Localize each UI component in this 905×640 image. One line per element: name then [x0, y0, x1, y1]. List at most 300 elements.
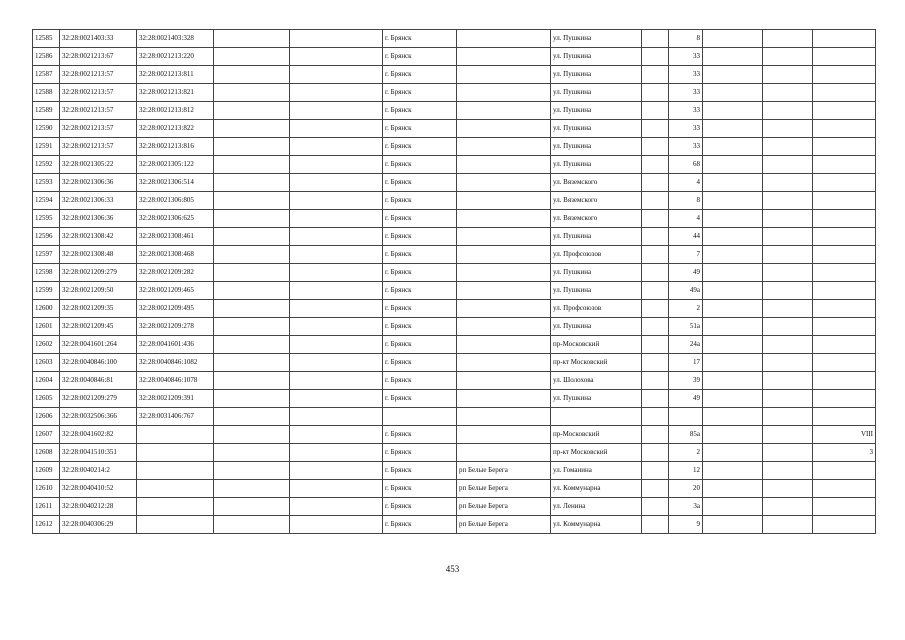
table-cell-c9	[642, 462, 669, 480]
table-cell-c9	[642, 66, 669, 84]
table-cell-c1: 12590	[33, 120, 60, 138]
table-cell-c5	[290, 210, 383, 228]
table-cell-c11	[703, 282, 763, 300]
table-cell-c12	[763, 390, 813, 408]
table-cell-c8: пр-кт Московский	[551, 354, 642, 372]
table-cell-c9	[642, 408, 669, 426]
table-cell-c4	[214, 102, 290, 120]
table-cell-c3: 32:28:0021305:122	[137, 156, 214, 174]
table-cell-c9	[642, 300, 669, 318]
table-cell-c3	[137, 516, 214, 534]
table-cell-c5	[290, 516, 383, 534]
table-cell-c3: 32:28:0021403:328	[137, 30, 214, 48]
table-cell-c11	[703, 444, 763, 462]
table-cell-c1: 12608	[33, 444, 60, 462]
table-cell-c8: ул. Пушкина	[551, 282, 642, 300]
table-cell-c6: г. Брянск	[383, 228, 457, 246]
table-cell-c9	[642, 516, 669, 534]
table-cell-c9	[642, 156, 669, 174]
table-cell-c4	[214, 246, 290, 264]
table-cell-c10: 51а	[669, 318, 703, 336]
table-cell-c6: г. Брянск	[383, 66, 457, 84]
table-cell-c7	[457, 426, 551, 444]
table-cell-c11	[703, 174, 763, 192]
table-cell-c5	[290, 66, 383, 84]
table-cell-c9	[642, 282, 669, 300]
table-cell-c1: 12605	[33, 390, 60, 408]
table-cell-c2: 32:28:0032506:366	[60, 408, 137, 426]
table-cell-c12	[763, 336, 813, 354]
table-cell-c10	[669, 408, 703, 426]
table-row	[33, 174, 876, 192]
table-cell-c2: 32:28:0041602:82	[60, 426, 137, 444]
table-cell-c6: г. Брянск	[383, 48, 457, 66]
table-cell-c8: ул. Пушкина	[551, 102, 642, 120]
table-cell-c5	[290, 264, 383, 282]
table-cell-c12	[763, 66, 813, 84]
table-cell-c11	[703, 516, 763, 534]
table-cell-c6: г. Брянск	[383, 300, 457, 318]
table-cell-c13	[813, 282, 876, 300]
table-cell-c2: 32:28:0021308:42	[60, 228, 137, 246]
table-cell-c7	[457, 210, 551, 228]
table-row	[33, 66, 876, 84]
table-cell-c12	[763, 300, 813, 318]
table-cell-c12	[763, 426, 813, 444]
table-cell-c8: ул. Ленина	[551, 498, 642, 516]
table-cell-c13	[813, 498, 876, 516]
table-cell-c10: 49	[669, 390, 703, 408]
table-cell-c7	[457, 318, 551, 336]
table-cell-c5	[290, 174, 383, 192]
table-cell-c8: пр-Московский	[551, 336, 642, 354]
table-cell-c13	[813, 390, 876, 408]
table-row	[33, 408, 876, 426]
table-cell-c3: 32:28:0021306:805	[137, 192, 214, 210]
table-cell-c13	[813, 192, 876, 210]
table-row	[33, 516, 876, 534]
table-cell-c13: VIII	[813, 426, 876, 444]
table-cell-c3: 32:28:0021306:514	[137, 174, 214, 192]
table-cell-c6: г. Брянск	[383, 138, 457, 156]
table-cell-c7	[457, 372, 551, 390]
page-number: 453	[445, 564, 460, 574]
table-cell-c3	[137, 426, 214, 444]
table-cell-c2: 32:28:0021403:33	[60, 30, 137, 48]
table-cell-c5	[290, 480, 383, 498]
table-cell-c11	[703, 372, 763, 390]
table-cell-c10: 8	[669, 30, 703, 48]
table-cell-c8: ул. Пушкина	[551, 66, 642, 84]
table-cell-c12	[763, 138, 813, 156]
table-cell-c2: 32:28:0040410:52	[60, 480, 137, 498]
table-cell-c8: ул. Пушкина	[551, 138, 642, 156]
table-row	[33, 228, 876, 246]
table-cell-c8: ул. Вяземского	[551, 210, 642, 228]
table-cell-c5	[290, 138, 383, 156]
table-cell-c6: г. Брянск	[383, 282, 457, 300]
table-cell-c7	[457, 390, 551, 408]
table-cell-c5	[290, 156, 383, 174]
table-cell-c12	[763, 48, 813, 66]
table-cell-c10: 20	[669, 480, 703, 498]
table-cell-c7	[457, 336, 551, 354]
table-cell-c9	[642, 318, 669, 336]
table-cell-c5	[290, 498, 383, 516]
table-cell-c13	[813, 354, 876, 372]
table-cell-c3: 32:28:0041601:436	[137, 336, 214, 354]
table-cell-c13	[813, 30, 876, 48]
table-cell-c12	[763, 120, 813, 138]
table-row	[33, 354, 876, 372]
table-cell-c3: 32:28:0021213:821	[137, 84, 214, 102]
table-cell-c9	[642, 210, 669, 228]
table-cell-c9	[642, 48, 669, 66]
table-cell-c5	[290, 390, 383, 408]
table-cell-c8: ул. Пушкина	[551, 390, 642, 408]
table-cell-c7	[457, 84, 551, 102]
table-cell-c13	[813, 462, 876, 480]
table-cell-c13	[813, 102, 876, 120]
table-cell-c6: г. Брянск	[383, 480, 457, 498]
table-cell-c6: г. Брянск	[383, 390, 457, 408]
table-cell-c4	[214, 156, 290, 174]
table-row	[33, 318, 876, 336]
table-cell-c12	[763, 156, 813, 174]
table-cell-c1: 12591	[33, 138, 60, 156]
table-cell-c5	[290, 372, 383, 390]
table-cell-c3: 32:28:0021209:278	[137, 318, 214, 336]
table-cell-c11	[703, 84, 763, 102]
table-cell-c10: 33	[669, 66, 703, 84]
table-row	[33, 120, 876, 138]
table-cell-c4	[214, 390, 290, 408]
table-cell-c9	[642, 84, 669, 102]
table-cell-c8: ул. Пушкина	[551, 30, 642, 48]
table-cell-c9	[642, 192, 669, 210]
table-cell-c13	[813, 66, 876, 84]
table-cell-c8: ул. Профсоюзов	[551, 246, 642, 264]
table-cell-c1: 12596	[33, 228, 60, 246]
table-cell-c3: 32:28:0021209:465	[137, 282, 214, 300]
table-cell-c6: г. Брянск	[383, 174, 457, 192]
table-cell-c4	[214, 426, 290, 444]
table-cell-c1: 12592	[33, 156, 60, 174]
table-cell-c3: 32:28:0021209:391	[137, 390, 214, 408]
table-cell-c12	[763, 354, 813, 372]
table-cell-c2: 32:28:0040212:28	[60, 498, 137, 516]
table-cell-c9	[642, 354, 669, 372]
table-cell-c10: 33	[669, 48, 703, 66]
table-cell-c11	[703, 318, 763, 336]
table-row	[33, 84, 876, 102]
table-cell-c8: ул. Гоманина	[551, 462, 642, 480]
table-cell-c5	[290, 282, 383, 300]
table-cell-c10: 33	[669, 84, 703, 102]
table-cell-c3: 32:28:0040846:1078	[137, 372, 214, 390]
table-cell-c5	[290, 336, 383, 354]
table-cell-c7: рп Белые Берега	[457, 516, 551, 534]
table-cell-c8: ул. Пушкина	[551, 84, 642, 102]
table-cell-c9	[642, 174, 669, 192]
table-body	[33, 30, 876, 534]
table-cell-c7	[457, 282, 551, 300]
table-cell-c11	[703, 408, 763, 426]
table-cell-c2: 32:28:0021213:57	[60, 138, 137, 156]
table-cell-c7	[457, 264, 551, 282]
table-cell-c10: 2	[669, 444, 703, 462]
table-cell-c9	[642, 120, 669, 138]
table-cell-c4	[214, 480, 290, 498]
table-cell-c5	[290, 354, 383, 372]
table-cell-c6: г. Брянск	[383, 318, 457, 336]
table-cell-c8: ул. Пушкина	[551, 318, 642, 336]
table-cell-c11	[703, 480, 763, 498]
table-cell-c5	[290, 84, 383, 102]
table-cell-c7	[457, 408, 551, 426]
table-cell-c8: ул. Коммунарна	[551, 480, 642, 498]
table-row	[33, 372, 876, 390]
table-cell-c1: 12595	[33, 210, 60, 228]
table-cell-c4	[214, 318, 290, 336]
table-cell-c10: 4	[669, 210, 703, 228]
table-cell-c8: ул. Вяземского	[551, 174, 642, 192]
table-cell-c13	[813, 246, 876, 264]
table-cell-c13	[813, 156, 876, 174]
table-cell-c3: 32:28:0021209:282	[137, 264, 214, 282]
table-cell-c12	[763, 174, 813, 192]
table-cell-c13	[813, 300, 876, 318]
table-cell-c6: г. Брянск	[383, 336, 457, 354]
table-cell-c12	[763, 462, 813, 480]
table-cell-c2: 32:28:0021213:57	[60, 66, 137, 84]
table-cell-c11	[703, 102, 763, 120]
table-cell-c9	[642, 390, 669, 408]
table-cell-c12	[763, 408, 813, 426]
table-cell-c13	[813, 480, 876, 498]
table-cell-c7	[457, 444, 551, 462]
table-cell-c8: ул. Пушкина	[551, 228, 642, 246]
table-cell-c10: 33	[669, 138, 703, 156]
table-cell-c1: 12585	[33, 30, 60, 48]
table-cell-c5	[290, 120, 383, 138]
table-cell-c13	[813, 210, 876, 228]
table-cell-c11	[703, 264, 763, 282]
table-cell-c7	[457, 354, 551, 372]
table-cell-c6: г. Брянск	[383, 354, 457, 372]
table-cell-c4	[214, 516, 290, 534]
table-cell-c3	[137, 444, 214, 462]
table-cell-c12	[763, 516, 813, 534]
table-cell-c10: 8	[669, 192, 703, 210]
table-row	[33, 264, 876, 282]
table-cell-c1: 12606	[33, 408, 60, 426]
table-cell-c3: 32:28:0021213:220	[137, 48, 214, 66]
table-row	[33, 48, 876, 66]
table-row	[33, 246, 876, 264]
table-cell-c1: 12600	[33, 300, 60, 318]
table-cell-c4	[214, 336, 290, 354]
table-cell-c1: 12587	[33, 66, 60, 84]
table-cell-c6	[383, 408, 457, 426]
table-cell-c7	[457, 156, 551, 174]
table-cell-c11	[703, 498, 763, 516]
table-cell-c13	[813, 372, 876, 390]
table-row	[33, 444, 876, 462]
table-cell-c11	[703, 300, 763, 318]
table-cell-c2: 32:28:0040214:2	[60, 462, 137, 480]
table-cell-c12	[763, 210, 813, 228]
table-cell-c4	[214, 30, 290, 48]
table-cell-c2: 32:28:0021209:279	[60, 264, 137, 282]
table-cell-c1: 12593	[33, 174, 60, 192]
table-row	[33, 192, 876, 210]
table-cell-c12	[763, 372, 813, 390]
table-cell-c3: 32:28:0021308:461	[137, 228, 214, 246]
table-cell-c9	[642, 336, 669, 354]
table-cell-c2: 32:28:0041601:264	[60, 336, 137, 354]
table-cell-c5	[290, 444, 383, 462]
table-cell-c10: 39	[669, 372, 703, 390]
table-cell-c2: 32:28:0021209:45	[60, 318, 137, 336]
table-cell-c4	[214, 192, 290, 210]
table-row	[33, 498, 876, 516]
table-cell-c11	[703, 354, 763, 372]
table-cell-c3: 32:28:0021306:625	[137, 210, 214, 228]
table-cell-c8: ул. Коммунарна	[551, 516, 642, 534]
table-cell-c11	[703, 120, 763, 138]
table-cell-c9	[642, 102, 669, 120]
table-row	[33, 390, 876, 408]
table-cell-c3	[137, 480, 214, 498]
table-cell-c13	[813, 318, 876, 336]
table-cell-c13	[813, 516, 876, 534]
table-cell-c5	[290, 48, 383, 66]
table-cell-c10: 24а	[669, 336, 703, 354]
table-cell-c2: 32:28:0021306:33	[60, 192, 137, 210]
table-row	[33, 336, 876, 354]
table-cell-c9	[642, 444, 669, 462]
table-cell-c12	[763, 102, 813, 120]
table-cell-c8	[551, 408, 642, 426]
table-cell-c13	[813, 336, 876, 354]
table-cell-c4	[214, 354, 290, 372]
table-cell-c11	[703, 246, 763, 264]
table-cell-c12	[763, 498, 813, 516]
table-row	[33, 282, 876, 300]
table-cell-c5	[290, 246, 383, 264]
table-row	[33, 156, 876, 174]
table-cell-c3: 32:28:0021213:811	[137, 66, 214, 84]
table-cell-c11	[703, 336, 763, 354]
table-cell-c4	[214, 48, 290, 66]
table-cell-c4	[214, 264, 290, 282]
table-cell-c9	[642, 138, 669, 156]
table-cell-c2: 32:28:0041510:351	[60, 444, 137, 462]
table-cell-c12	[763, 228, 813, 246]
table-cell-c4	[214, 444, 290, 462]
table-cell-c4	[214, 408, 290, 426]
table-cell-c7	[457, 228, 551, 246]
table-cell-c3: 32:28:0040846:1082	[137, 354, 214, 372]
table-cell-c4	[214, 84, 290, 102]
table-cell-c6: г. Брянск	[383, 372, 457, 390]
table-cell-c5	[290, 318, 383, 336]
table-cell-c4	[214, 210, 290, 228]
table-cell-c1: 12597	[33, 246, 60, 264]
table-cell-c5	[290, 300, 383, 318]
table-cell-c2: 32:28:0021209:35	[60, 300, 137, 318]
table-cell-c6: г. Брянск	[383, 210, 457, 228]
table-cell-c13	[813, 408, 876, 426]
table-cell-c11	[703, 228, 763, 246]
table-row	[33, 102, 876, 120]
table-cell-c7	[457, 66, 551, 84]
table-cell-c6: г. Брянск	[383, 84, 457, 102]
register-table	[32, 29, 876, 534]
table-cell-c4	[214, 462, 290, 480]
table-cell-c2: 32:28:0021213:57	[60, 102, 137, 120]
table-cell-c1: 12598	[33, 264, 60, 282]
table-cell-c3: 32:28:0021308:468	[137, 246, 214, 264]
table-cell-c12	[763, 246, 813, 264]
table-cell-c7	[457, 174, 551, 192]
table-cell-c2: 32:28:0021213:57	[60, 84, 137, 102]
table-cell-c9	[642, 426, 669, 444]
table-cell-c7: рп Белые Берега	[457, 498, 551, 516]
table-row	[33, 480, 876, 498]
table-cell-c9	[642, 372, 669, 390]
table-cell-c12	[763, 84, 813, 102]
table-cell-c8: пр-Московский	[551, 426, 642, 444]
table-cell-c13	[813, 84, 876, 102]
table-cell-c12	[763, 282, 813, 300]
table-cell-c11	[703, 30, 763, 48]
table-cell-c6: г. Брянск	[383, 30, 457, 48]
table-cell-c10: 49а	[669, 282, 703, 300]
table-cell-c3	[137, 498, 214, 516]
table-cell-c10: 49	[669, 264, 703, 282]
table-cell-c13	[813, 264, 876, 282]
table-cell-c9	[642, 228, 669, 246]
table-cell-c8: ул. Профсоюзов	[551, 300, 642, 318]
table-cell-c4	[214, 300, 290, 318]
table-cell-c11	[703, 426, 763, 444]
table-cell-c12	[763, 264, 813, 282]
table-cell-c11	[703, 48, 763, 66]
table-cell-c7	[457, 138, 551, 156]
table-cell-c13	[813, 228, 876, 246]
table-cell-c6: г. Брянск	[383, 444, 457, 462]
table-row	[33, 462, 876, 480]
table-cell-c8: ул. Шолохова	[551, 372, 642, 390]
table-cell-c10: 9	[669, 516, 703, 534]
table-row	[33, 300, 876, 318]
table-cell-c3: 32:28:0021209:495	[137, 300, 214, 318]
table-cell-c7	[457, 246, 551, 264]
table-cell-c7	[457, 120, 551, 138]
table-cell-c4	[214, 228, 290, 246]
table-cell-c1: 12603	[33, 354, 60, 372]
table-cell-c1: 12611	[33, 498, 60, 516]
table-cell-c8: ул. Пушкина	[551, 48, 642, 66]
table-cell-c13: 3	[813, 444, 876, 462]
table-cell-c4	[214, 138, 290, 156]
table-cell-c6: г. Брянск	[383, 120, 457, 138]
table-cell-c1: 12602	[33, 336, 60, 354]
table-cell-c5	[290, 102, 383, 120]
table-cell-c10: 2	[669, 300, 703, 318]
